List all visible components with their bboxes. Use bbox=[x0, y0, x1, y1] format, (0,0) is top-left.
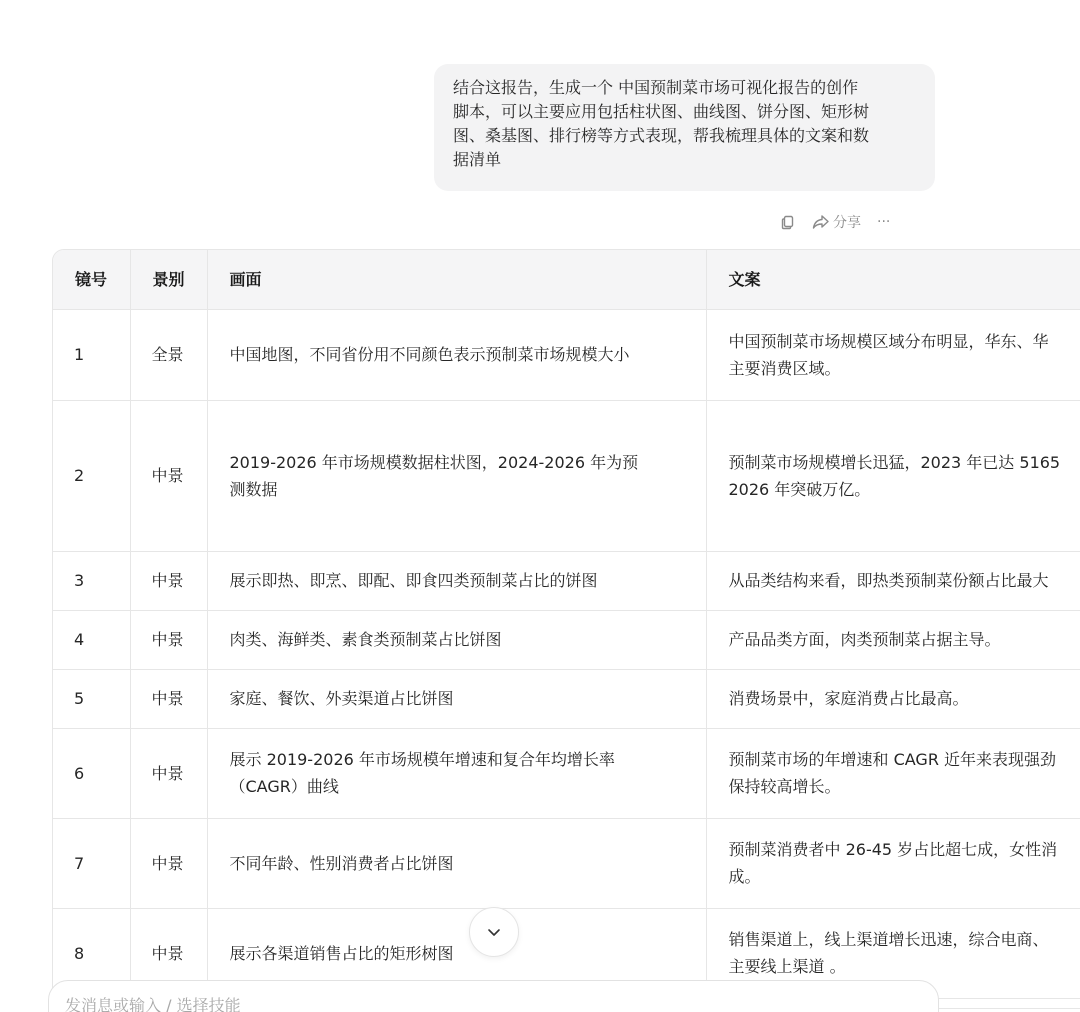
cell-shot-number: 5 bbox=[53, 669, 130, 728]
table-row bbox=[53, 309, 1080, 400]
cell-copy: 预制菜市场规模增长迅猛，2023 年已达 5165 2026 年突破万亿。 bbox=[706, 400, 1080, 551]
cell-shot-size: 中景 bbox=[130, 908, 207, 998]
cell-shot-number: 8 bbox=[53, 908, 130, 998]
scroll-to-bottom-button[interactable] bbox=[469, 907, 519, 957]
cell-copy: 产品品类方面，肉类预制菜占据主导。 bbox=[706, 610, 1080, 669]
message-composer bbox=[48, 980, 939, 1012]
cell-shot-number: 1 bbox=[53, 309, 130, 400]
table-row bbox=[53, 669, 1080, 728]
cell-shot-number: 3 bbox=[53, 551, 130, 610]
more-options-button[interactable] bbox=[877, 214, 890, 230]
table-row bbox=[53, 610, 1080, 669]
share-button[interactable] bbox=[812, 212, 861, 232]
cell-scene: 展示各渠道销售占比的矩形树图 bbox=[207, 908, 706, 998]
cell-scene: 2019-2026 年市场规模数据柱状图，2024-2026 年为预 测数据 bbox=[207, 400, 706, 551]
cell-scene: 中国地图，不同省份用不同颜色表示预制菜市场规模大小 bbox=[207, 309, 706, 400]
table-row bbox=[53, 400, 1080, 551]
header-scene: 画面 bbox=[207, 250, 706, 309]
cell-scene: 不同年龄、性别消费者占比饼图 bbox=[207, 818, 706, 908]
cell-shot-size: 中景 bbox=[130, 551, 207, 610]
header-shot-size: 景别 bbox=[130, 250, 207, 309]
cell-shot-number: 6 bbox=[53, 728, 130, 818]
table-header-row bbox=[53, 250, 1080, 309]
share-icon bbox=[812, 214, 830, 230]
user-message-line: 结合这报告，生成一个 中国预制菜市场可视化报告的创作 bbox=[453, 78, 859, 97]
user-message-line: 脚本，可以主要应用包括柱状图、曲线图、饼分图、矩形树 bbox=[453, 102, 870, 121]
cell-scene: 家庭、餐饮、外卖渠道占比饼图 bbox=[207, 669, 706, 728]
cell-shot-number: 4 bbox=[53, 610, 130, 669]
cell-copy: 中国预制菜市场规模区域分布明显，华东、华 主要消费区域。 bbox=[706, 309, 1080, 400]
table-row bbox=[53, 551, 1080, 610]
chevron-down-icon bbox=[485, 923, 503, 941]
share-label: 分享 bbox=[833, 215, 861, 231]
more-icon: ··· bbox=[877, 214, 891, 230]
cell-shot-size: 中景 bbox=[130, 400, 207, 551]
cell-scene: 肉类、海鲜类、素食类预制菜占比饼图 bbox=[207, 610, 706, 669]
cell-copy: 销售渠道上，线上渠道增长迅速，综合电商、 主要线上渠道 。 bbox=[706, 908, 1080, 998]
message-actions bbox=[780, 210, 890, 234]
user-message-line: 图、桑基图、排行榜等方式表现，帮我梳理具体的文案和数 bbox=[453, 126, 870, 145]
header-copy: 文案 bbox=[706, 250, 1080, 309]
cell-scene: 展示即热、即烹、即配、即食四类预制菜占比的饼图 bbox=[207, 551, 706, 610]
cell-shot-size: 中景 bbox=[130, 669, 207, 728]
cell-copy: 从品类结构来看，即热类预制菜份额占比最大 bbox=[706, 551, 1080, 610]
cell-copy: 预制菜市场的年增速和 CAGR 近年来表现强劲 保持较高增长。 bbox=[706, 728, 1080, 818]
cell-scene: 展示 2019-2026 年市场规模年增速和复合年均增长率 （CAGR）曲线 bbox=[207, 728, 706, 818]
table-row bbox=[53, 818, 1080, 908]
script-table bbox=[52, 249, 1080, 1009]
cell-shot-size: 中景 bbox=[130, 728, 207, 818]
copy-icon bbox=[780, 214, 796, 230]
cell-shot-number: 2 bbox=[53, 400, 130, 551]
header-shot-number: 镜号 bbox=[53, 250, 130, 309]
cell-shot-size: 中景 bbox=[130, 610, 207, 669]
cell-shot-number: 7 bbox=[53, 818, 130, 908]
cell-shot-size: 中景 bbox=[130, 818, 207, 908]
user-message-bubble bbox=[434, 64, 935, 191]
copy-button[interactable] bbox=[780, 214, 796, 230]
cell-copy: 预制菜消费者中 26-45 岁占比超七成，女性消 成。 bbox=[706, 818, 1080, 908]
cell-shot-size: 全景 bbox=[130, 309, 207, 400]
user-message-line: 据清单 bbox=[453, 150, 502, 169]
table-row bbox=[53, 728, 1080, 818]
message-input[interactable] bbox=[65, 996, 922, 1012]
cell-copy: 消费场景中，家庭消费占比最高。 bbox=[706, 669, 1080, 728]
